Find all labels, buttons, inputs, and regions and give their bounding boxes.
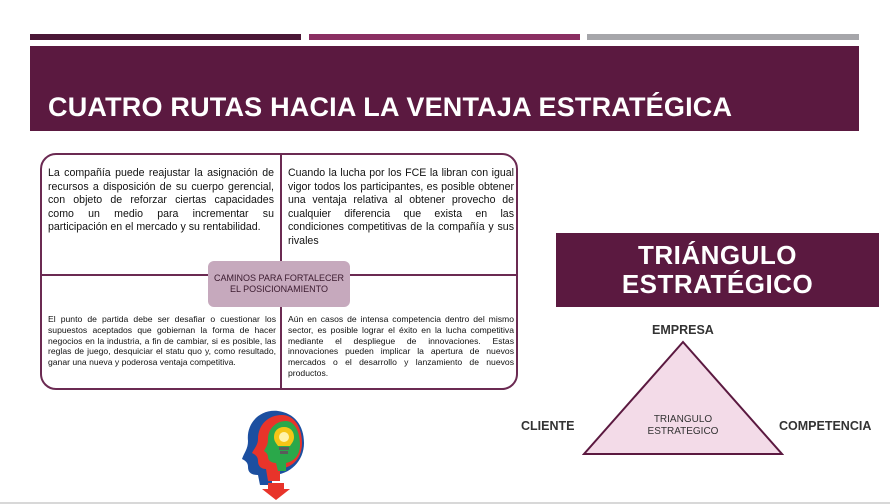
- strategic-triangle: [582, 340, 784, 456]
- title-band: [30, 46, 859, 131]
- quadrant-top-left-text: La compañía puede reajustar la asignación de recursos a disposición de su cuerpo gerencial, con objeto de reforzar ciertas capacidades como un medio para incrementar su participación en el mercado y su rentabilidad.: [48, 167, 274, 233]
- center-label: [208, 261, 350, 307]
- triangle-inner-label: TRIANGULO ESTRATEGICO: [647, 414, 719, 437]
- quadrant-top-right-text: Cuando la lucha por los FCE la libran con igual vigor todos los participantes, es posible obtener una ventaja relativa al obtener provecho de cualquier diferencia que exista en las condiciones competitivas de la compañía y sus rivales: [288, 167, 514, 247]
- page-title: CUATRO RUTAS HACIA LA VENTAJA ESTRATÉGICA: [48, 92, 733, 122]
- vertex-label-empresa: EMPRESA: [652, 323, 714, 337]
- triangle-title-band: [556, 233, 879, 307]
- accent-bar-dark: [30, 34, 301, 40]
- quadrant-bottom-left-text: El punto de partida debe ser desafiar o cuestionar los supuestos aceptados que gobiernan la forma de hacer negocios en la industria, a fin de cambiar, si es posible, las reglas de juego, desquiciar el statu quo y, como resultado, ganar una nueva y poderosa ventaja competitiva.: [48, 314, 276, 368]
- accent-bar-medium: [309, 34, 580, 40]
- vertex-label-cliente: CLIENTE: [521, 419, 575, 433]
- center-label-text: CAMINOS PARA FORTALECER EL POSICIONAMIENTO: [213, 273, 345, 294]
- routes-quadrant-box: [40, 153, 518, 390]
- triangle-title: TRIÁNGULO ESTRATÉGICO: [621, 240, 814, 299]
- vertex-label-competencia: COMPETENCIA: [779, 419, 872, 433]
- accent-bar-gray: [587, 34, 859, 40]
- quadrant-bottom-right-text: Aún en casos de intensa competencia dentro del mismo sector, es posible lograr el éxito en la lucha competitiva mediante el despliegue de innovaciones. Estas innovaciones pueden implicar la apertura de nuevos mercados o el desarrollo y lanzamiento de nuevos productos.: [288, 314, 514, 378]
- head-lightbulb-icon: [238, 405, 314, 501]
